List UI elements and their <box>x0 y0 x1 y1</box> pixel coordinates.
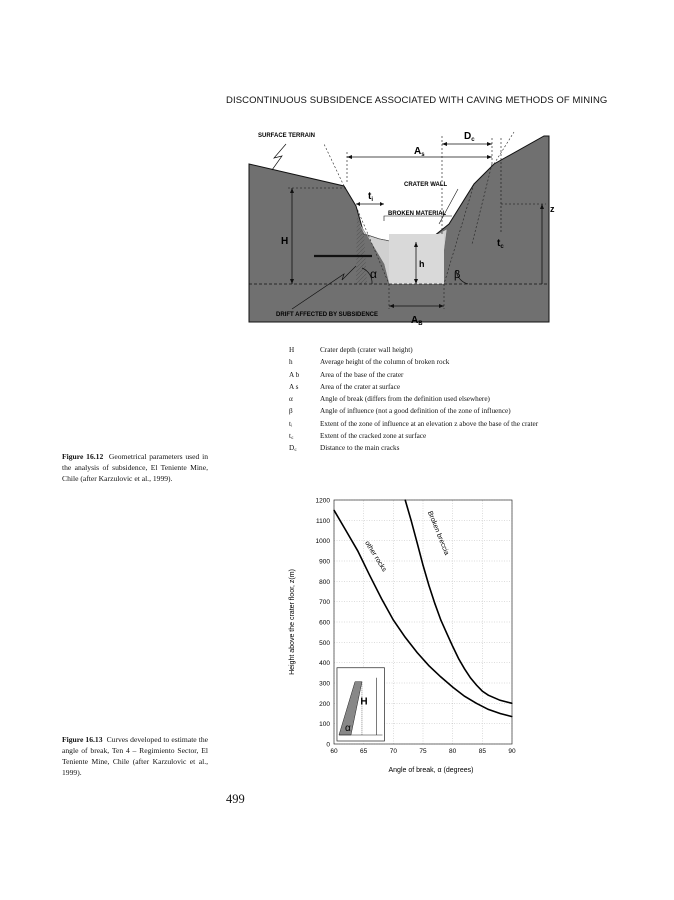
data-point <box>476 684 477 685</box>
label-ab: $A_B$ <box>411 315 423 327</box>
legend-symbol: H <box>289 346 295 354</box>
label-tc: $t_c$ <box>497 238 504 250</box>
data-point <box>381 598 382 599</box>
data-point <box>446 633 447 634</box>
y-tick-label: 0 <box>326 741 330 749</box>
data-point <box>452 686 453 687</box>
figure-16-13-caption <box>62 734 208 778</box>
data-point <box>428 665 429 666</box>
legend-row <box>289 393 570 405</box>
legend-row <box>289 430 570 442</box>
y-axis-label: Height above the crater floor, z(m) <box>289 569 296 675</box>
legend-description: Area of the base of the crater <box>320 370 404 379</box>
legend-description: Angle of break (differs from the definition used elsewhere) <box>320 395 490 404</box>
data-point <box>405 637 406 638</box>
label-H: H <box>281 236 289 247</box>
data-point <box>476 703 477 704</box>
inset-alpha-label: α <box>344 723 351 734</box>
caption-label: Figure 16.12 <box>62 452 104 461</box>
data-point <box>440 619 441 620</box>
data-point <box>511 716 512 717</box>
subsidence-crater-diagram <box>244 124 574 340</box>
x-tick-label: 70 <box>389 748 397 755</box>
legend-symbol: D꜀ <box>289 444 297 453</box>
data-point <box>422 564 423 565</box>
series-label-broken-breccia: Broken breccia <box>425 510 450 557</box>
data-point <box>416 652 417 653</box>
legend-description: Extent of the cracked zone at surface <box>320 432 427 441</box>
data-point <box>411 520 412 521</box>
x-tick-label: 80 <box>449 748 457 755</box>
data-point <box>416 542 417 543</box>
y-tick-label: 900 <box>319 558 330 566</box>
label-broken-material: BROKEN MATERIAL <box>388 211 447 217</box>
data-point <box>464 696 465 697</box>
data-point <box>458 658 459 659</box>
legend-symbol: A s <box>289 382 299 391</box>
data-point <box>511 703 512 704</box>
y-tick-label: 300 <box>319 680 330 688</box>
data-point <box>405 499 406 500</box>
legend-symbol: tᵢ <box>289 419 293 428</box>
label-ti: $t_i$ <box>368 191 374 203</box>
data-point <box>345 530 346 531</box>
label-alpha: α <box>370 267 377 281</box>
x-tick-label: 65 <box>360 748 368 755</box>
legend-description: Average height of the column of broken rock <box>320 358 450 367</box>
angle-of-break-chart <box>282 492 522 782</box>
data-point <box>488 695 489 696</box>
label-dc: $D_c$ <box>464 131 475 143</box>
symbol-legend <box>289 344 570 455</box>
series-line-broken-breccia <box>405 500 512 703</box>
legend-symbol: α <box>289 395 293 404</box>
label-crater-wall: CRATER WALL <box>404 182 448 188</box>
crater-base <box>389 234 444 284</box>
data-point <box>500 700 501 701</box>
y-tick-label: 1200 <box>315 497 330 505</box>
data-point <box>440 676 441 677</box>
legend-row <box>289 369 570 381</box>
legend-symbol: t꜀ <box>289 432 294 441</box>
y-tick-label: 1000 <box>315 538 330 546</box>
caption-text: Geometrical parameters used in the analysis of subsidence, El Teniente Mine, Chile (after Karzulovic et al., 1999). <box>62 452 209 483</box>
x-tick-label: 90 <box>508 748 516 755</box>
x-axis-label: Angle of break, α (degrees) <box>388 767 474 774</box>
inset-h-label: H <box>360 696 368 708</box>
legend-row <box>289 381 570 393</box>
y-tick-label: 500 <box>319 639 330 647</box>
y-tick-label: 700 <box>319 599 330 607</box>
page-number: 499 <box>226 792 245 806</box>
data-point <box>369 575 370 576</box>
legend-row <box>289 405 570 417</box>
data-point <box>357 550 358 551</box>
y-tick-label: 400 <box>319 660 330 668</box>
legend-symbol: A b <box>289 370 300 379</box>
running-header: DISCONTINUOUS SUBSIDENCE ASSOCIATED WITH CAVING METHODS OF MINING <box>226 95 608 106</box>
data-point <box>428 585 429 586</box>
label-z: z <box>550 204 555 214</box>
data-point <box>464 668 465 669</box>
legend-row <box>289 344 570 356</box>
legend-row <box>289 418 570 430</box>
data-point <box>393 619 394 620</box>
y-tick-label: 100 <box>319 721 330 729</box>
caption-label: Figure 16.13 <box>62 735 103 744</box>
rock-mass <box>249 136 549 322</box>
data-point <box>470 677 471 678</box>
legend-description: Crater depth (crater wall height) <box>320 346 413 354</box>
legend-symbol: h <box>289 358 293 367</box>
label-h: h <box>419 259 425 269</box>
x-tick-label: 75 <box>419 748 427 755</box>
data-point <box>482 691 483 692</box>
data-point <box>452 646 453 647</box>
data-point <box>488 709 489 710</box>
label-surface-terrain: SURFACE TERRAIN <box>258 133 316 139</box>
x-tick-label: 85 <box>478 748 486 755</box>
legend-row <box>289 356 570 368</box>
series-label-other-rocks: other rocks <box>363 540 388 574</box>
legend-description: Extent of the zone of influence at an elevation z above the base of the crater <box>320 419 539 428</box>
data-point <box>500 713 501 714</box>
y-tick-label: 800 <box>319 578 330 586</box>
caption-text: Curves developed to estimate the angle of break, Ten 4 – Regimiento Sector, El Teniente Mine, Chile (after Karzulovic et al., 1999). <box>62 735 208 777</box>
y-tick-label: 600 <box>319 619 330 627</box>
y-tick-label: 1100 <box>316 517 330 525</box>
legend-description: Angle of influence (not a good definition of the zone of influence) <box>320 407 511 416</box>
legend-description: Area of the crater at surface <box>320 382 401 391</box>
label-beta: β <box>454 269 461 281</box>
data-point <box>333 510 334 511</box>
legend-row <box>289 442 570 454</box>
label-drift: DRIFT AFFECTED BY SUBSIDENCE <box>276 312 379 318</box>
legend-description: Distance to the main cracks <box>320 444 400 453</box>
figure-16-12-caption <box>62 451 208 484</box>
x-tick-label: 60 <box>330 748 338 755</box>
data-point <box>434 603 435 604</box>
y-tick-label: 200 <box>319 700 330 708</box>
legend-symbol: β <box>289 407 293 416</box>
label-as: $A_s$ <box>414 146 425 158</box>
